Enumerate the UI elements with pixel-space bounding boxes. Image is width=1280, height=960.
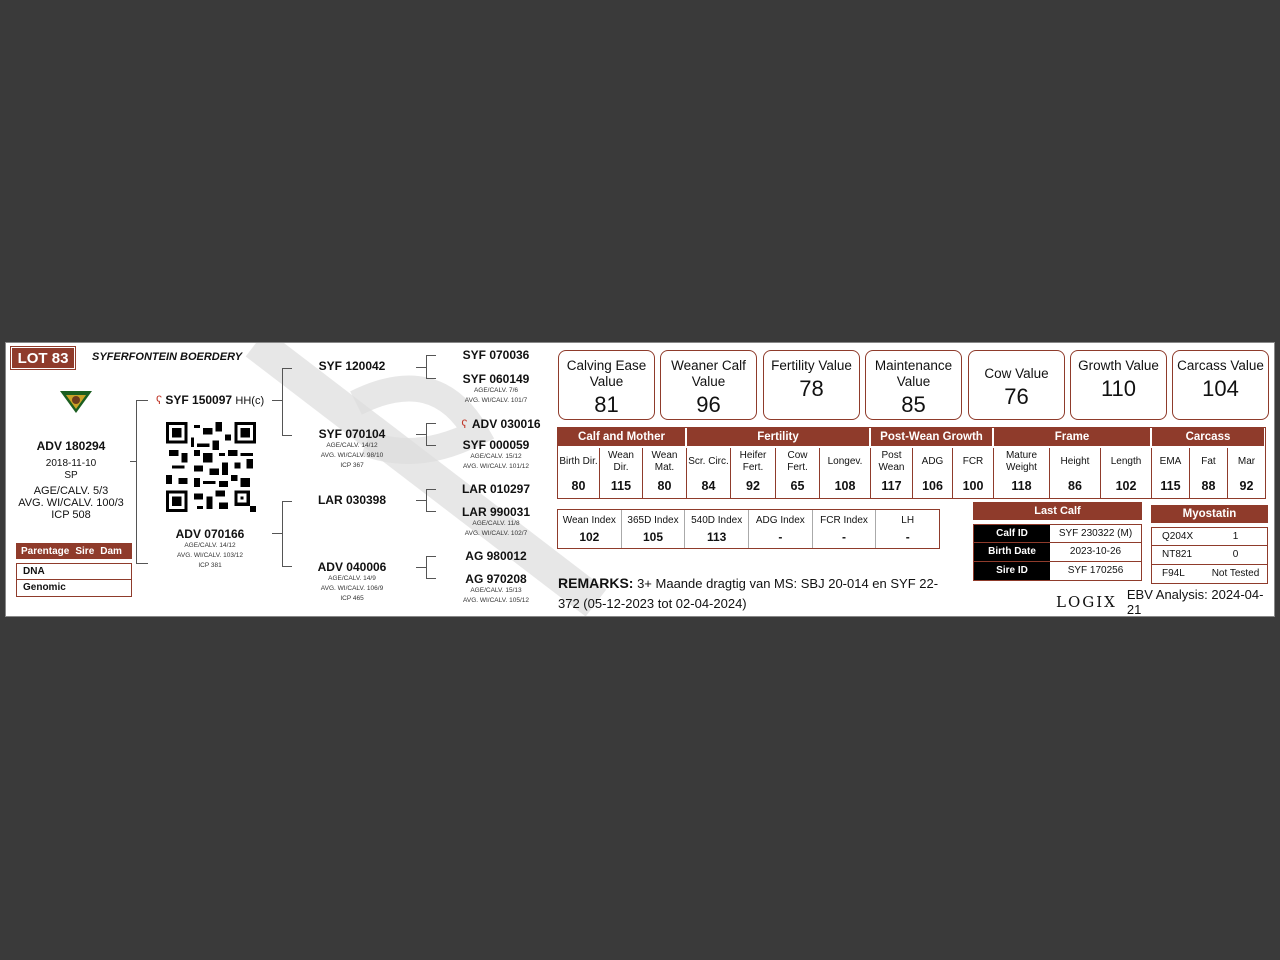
gen3-6-avg-wi: AVG. WI/CALV. 102/7 [464, 530, 528, 537]
value-number: 81 [594, 392, 619, 417]
ebv-label: Wean Mat. [651, 450, 678, 473]
last-calf-value: SYF 230322 (M) [1058, 528, 1133, 539]
qr-code[interactable] [166, 422, 256, 512]
value-number: 110 [1100, 376, 1137, 401]
sire-sire-id: SYF 120042 [318, 359, 386, 373]
value-label: Weaner Calf Value [671, 358, 746, 389]
ebv-cell-fcr [952, 448, 993, 498]
ebv-value: 80 [571, 479, 586, 493]
myostatin-key: F94L [1162, 568, 1185, 579]
parentage-row-dna: DNA [16, 563, 132, 580]
connector [136, 563, 148, 564]
gen3-4-age-calv: AGE/CALV. 15/12 [470, 453, 522, 460]
ebv-label: Cow Fert. [787, 450, 808, 473]
remarks [558, 573, 958, 614]
value-box-growth [1070, 350, 1167, 420]
logix-logo: LOGIX [1056, 593, 1117, 611]
gen3-1 [446, 348, 546, 362]
ebv-cell-adg [912, 448, 952, 498]
connector [282, 501, 292, 502]
dam-age-calv: AGE/CALV. 14/12 [184, 542, 236, 549]
ebv-cell-height [1049, 448, 1100, 498]
gen3-8-avg-wi: AVG. WI/CALV. 105/12 [463, 597, 529, 604]
breeder-logo [58, 387, 94, 417]
ebv-label: Height [1060, 456, 1090, 467]
ebv-cell-mature-weight [993, 448, 1049, 498]
connector [426, 511, 436, 512]
ebv-label: Mature Weight [1005, 450, 1038, 473]
ebv-label: EMA [1159, 456, 1182, 467]
connector [282, 435, 292, 436]
last-calf-table [973, 502, 1142, 581]
myostatin-key: Q204X [1162, 531, 1194, 542]
connector [416, 434, 427, 435]
dam-dam-avg-wi: AVG. WI/CALV. 106/9 [320, 585, 384, 592]
sire-suffix: HH(c) [235, 395, 265, 407]
myostatin-value: Not Tested [1211, 568, 1260, 579]
dam-dam-icp: ICP 465 [340, 595, 364, 602]
connector [426, 556, 436, 557]
value-box-fertility [763, 350, 860, 420]
ebv-value: 92 [746, 479, 760, 493]
ebv-value: 115 [1160, 479, 1181, 493]
value-box-calving-ease [558, 350, 655, 420]
animal-avg-wi: AVG. WI/CALV. 100/3 [18, 497, 124, 509]
ebv-value: 106 [922, 479, 943, 493]
ebv-label: FCR [962, 456, 984, 467]
dam-avg-wi: AVG. WI/CALV. 103/12 [177, 552, 243, 559]
connector [282, 566, 292, 567]
ebv-value: 117 [881, 479, 902, 493]
lot-badge: LOT 83 [11, 347, 75, 369]
ebv-value: 88 [1201, 479, 1216, 493]
ebv-label: ADG [921, 456, 944, 467]
index-value: - [778, 530, 783, 544]
myostatin-row [1151, 565, 1268, 584]
index-value: - [842, 530, 847, 544]
gen3-3-id: ADV 030016 [471, 417, 541, 431]
ebv-group-carcass: Carcass [1152, 428, 1264, 446]
value-number: 96 [696, 392, 721, 417]
index-label: 365D Index [627, 515, 679, 526]
myostatin-value: 0 [1232, 549, 1239, 560]
ebv-cell-fat [1189, 448, 1227, 498]
ebv-value: 86 [1068, 479, 1082, 493]
ebv-cell-mar [1227, 448, 1265, 498]
myostatin-value: 1 [1232, 531, 1239, 542]
last-calf-row-birth-date [973, 543, 1142, 562]
gen3-3 [446, 415, 556, 433]
connector [426, 578, 436, 579]
ebv-group-fertility: Fertility [687, 428, 869, 446]
ebv-label: Fat [1201, 456, 1216, 467]
footer [1056, 587, 1271, 617]
sire-id: SYF 150097 [165, 393, 233, 407]
ebv-cell-length [1100, 448, 1151, 498]
parentage-header-sire: Sire [75, 545, 95, 557]
animal-icp: ICP 508 [51, 509, 91, 521]
ebv-cell-heifer-fert [730, 448, 775, 498]
sire-dam-age-calv: AGE/CALV. 14/12 [326, 442, 378, 449]
index-value: 102 [579, 530, 600, 544]
gen3-7 [446, 549, 546, 563]
gen3-5 [446, 482, 546, 496]
connector [426, 445, 436, 446]
connector [416, 567, 427, 568]
index-label: ADG Index [755, 515, 805, 526]
last-calf-key: Calf ID [974, 525, 1050, 542]
ebv-value: 100 [962, 479, 984, 493]
value-box-carcass [1172, 350, 1269, 420]
breeder-name: SYFERFONTEIN BOERDERY [92, 351, 243, 363]
value-label: Maintenance Value [874, 358, 953, 389]
ebv-cell-birth-dir [558, 448, 599, 498]
connector [272, 400, 283, 401]
index-365d [621, 510, 685, 548]
animal-age-calv: AGE/CALV. 5/3 [33, 485, 109, 497]
ebv-group-frame: Frame [994, 428, 1150, 446]
sire-sire [302, 359, 402, 373]
dam-sire-id: LAR 030398 [317, 493, 387, 507]
gen3-2-avg-wi: AVG. WI/CALV. 101/7 [464, 397, 528, 404]
sire-dam [302, 427, 402, 471]
last-calf-value: SYF 170256 [1067, 565, 1124, 576]
dam-icp: ICP 381 [198, 562, 222, 569]
heart-icon: ʕ [156, 393, 162, 407]
index-label: 540D Index [691, 515, 743, 526]
gen3-2 [446, 372, 546, 406]
value-label: Carcass Value [1177, 358, 1264, 373]
ebv-cell-scr-circ [686, 448, 730, 498]
index-label: Wean Index [562, 515, 616, 526]
connector [136, 400, 137, 563]
ebv-analysis-date: EBV Analysis: 2024-04-21 [1126, 587, 1264, 617]
last-calf-key: Birth Date [974, 543, 1050, 561]
value-label: Growth Value [1078, 358, 1159, 373]
ebv-label: Length [1110, 456, 1142, 467]
ebv-value: 118 [1011, 479, 1032, 493]
myostatin-row [1151, 546, 1268, 565]
index-label: FCR Index [820, 515, 868, 526]
index-table [557, 509, 940, 549]
connector [130, 461, 137, 462]
value-box-weaner-calf [660, 350, 757, 420]
remarks-text: 3+ Maande dragtig van MS: SBJ 20-014 en SYF 22-372 (05-12-2023 tot 02-04-2024) [558, 576, 939, 611]
index-fcr [812, 510, 876, 548]
myostatin-row [1151, 527, 1268, 546]
value-number: 85 [901, 392, 926, 417]
ebv-value: 102 [1115, 479, 1137, 493]
ebv-cell-wean-mat [642, 448, 686, 498]
sire-dam-id: SYF 070104 [318, 427, 386, 441]
index-value: - [905, 530, 910, 544]
value-label: Calving Ease Value [566, 358, 647, 389]
parentage-header-dam: Dam [100, 545, 122, 557]
connector [426, 489, 436, 490]
ebv-value: 84 [701, 479, 716, 493]
ebv-cell-longev [819, 448, 870, 498]
ebv-value: 115 [610, 479, 632, 493]
connector [272, 533, 283, 534]
index-540d [684, 510, 748, 548]
gen3-5-id: LAR 010297 [461, 482, 531, 496]
dam-sire [302, 493, 402, 507]
connector [426, 355, 436, 356]
connector [282, 368, 292, 369]
gen3-6 [446, 505, 546, 539]
gen3-6-id: LAR 990031 [461, 505, 531, 519]
remarks-label: REMARKS: [558, 575, 634, 591]
dam-dam [302, 560, 402, 604]
last-calf-key: Sire ID [974, 562, 1050, 580]
ebv-cell-cow-fert [775, 448, 819, 498]
myostatin-title: Myostatin [1151, 505, 1268, 523]
gen3-6-age-calv: AGE/CALV. 11/8 [472, 520, 520, 527]
connector [136, 400, 148, 401]
animal-id: ADV 180294 [36, 439, 106, 453]
ebv-cell-ema [1151, 448, 1189, 498]
ebv-label: Scr. Circ. [688, 456, 729, 467]
ebv-value: 65 [790, 479, 805, 493]
connector [282, 368, 283, 435]
sire-dam-avg-wi: AVG. WI/CALV. 98/10 [320, 452, 384, 459]
animal-info [16, 439, 126, 521]
value-label: Fertility Value [771, 358, 852, 373]
dam-info [164, 527, 256, 571]
sire-dam-icp: ICP 367 [340, 462, 364, 469]
gen3-4 [446, 438, 546, 472]
ebv-group-calf-mother: Calf and Mother [558, 428, 685, 446]
ebv-label: Birth Dir. [559, 456, 598, 467]
dam-dam-age-calv: AGE/CALV. 14/9 [328, 575, 376, 582]
value-box-maintenance [865, 350, 962, 420]
gen3-8-id: AG 970208 [465, 572, 527, 586]
value-number: 104 [1202, 376, 1239, 401]
ebv-group-post-wean-growth: Post-Wean Growth [871, 428, 992, 446]
value-number: 76 [1004, 384, 1029, 409]
ebv-label: Mar [1237, 456, 1256, 467]
ebv-label: Heifer Fert. [739, 450, 767, 473]
ebv-label: Wean Dir. [608, 450, 634, 473]
ebv-value: 108 [834, 479, 856, 493]
connector [416, 500, 427, 501]
value-number: 78 [799, 376, 824, 401]
myostatin-key: NT821 [1162, 549, 1193, 560]
ebv-cell-post-wean [870, 448, 912, 498]
sire-info [156, 393, 264, 407]
gen3-2-id: SYF 060149 [462, 372, 530, 386]
connector [416, 367, 427, 368]
dam-dam-id: ADV 040006 [317, 560, 387, 574]
ebv-value: 92 [1239, 479, 1254, 493]
animal-dob: 2018-11-10 [45, 458, 97, 469]
ebv-table [557, 427, 1266, 499]
parentage-header [16, 543, 132, 559]
parentage-header-label: Parentage [21, 545, 70, 557]
parentage-row-genomic: Genomic [16, 580, 132, 597]
index-value: 105 [642, 530, 664, 544]
myostatin-table [1151, 505, 1268, 584]
index-lh [875, 510, 939, 548]
connector [426, 378, 436, 379]
ebv-value: 80 [657, 479, 672, 493]
gen3-4-avg-wi: AVG. WI/CALV. 101/12 [463, 463, 529, 470]
ebv-label: Longev. [827, 456, 863, 467]
index-wean [558, 510, 621, 548]
parentage-table [16, 543, 132, 597]
gen3-4-id: SYF 000059 [462, 438, 530, 452]
gen3-8 [446, 572, 546, 606]
index-adg [748, 510, 812, 548]
ebv-cell-wean-dir [599, 448, 642, 498]
ebv-label: Post Wean [878, 450, 905, 473]
last-calf-value: 2023-10-26 [1069, 546, 1122, 557]
heart-icon: ʕ [461, 417, 468, 431]
last-calf-title: Last Calf [973, 502, 1142, 520]
animal-type: SP [64, 470, 78, 481]
connector [426, 423, 436, 424]
index-value: 113 [707, 530, 727, 544]
value-label: Cow Value [984, 366, 1049, 381]
last-calf-row-sire-id [973, 562, 1142, 581]
value-box-cow [968, 350, 1065, 420]
index-label: LH [901, 515, 915, 526]
gen3-2-age-calv: AGE/CALV. 7/6 [473, 387, 519, 394]
gen3-7-id: AG 980012 [465, 549, 527, 563]
dam-id: ADV 070166 [175, 527, 245, 541]
gen3-8-age-calv: AGE/CALV. 15/13 [470, 587, 522, 594]
lot-card [5, 342, 1275, 617]
last-calf-row-id [973, 524, 1142, 543]
gen3-1-id: SYF 070036 [462, 348, 530, 362]
